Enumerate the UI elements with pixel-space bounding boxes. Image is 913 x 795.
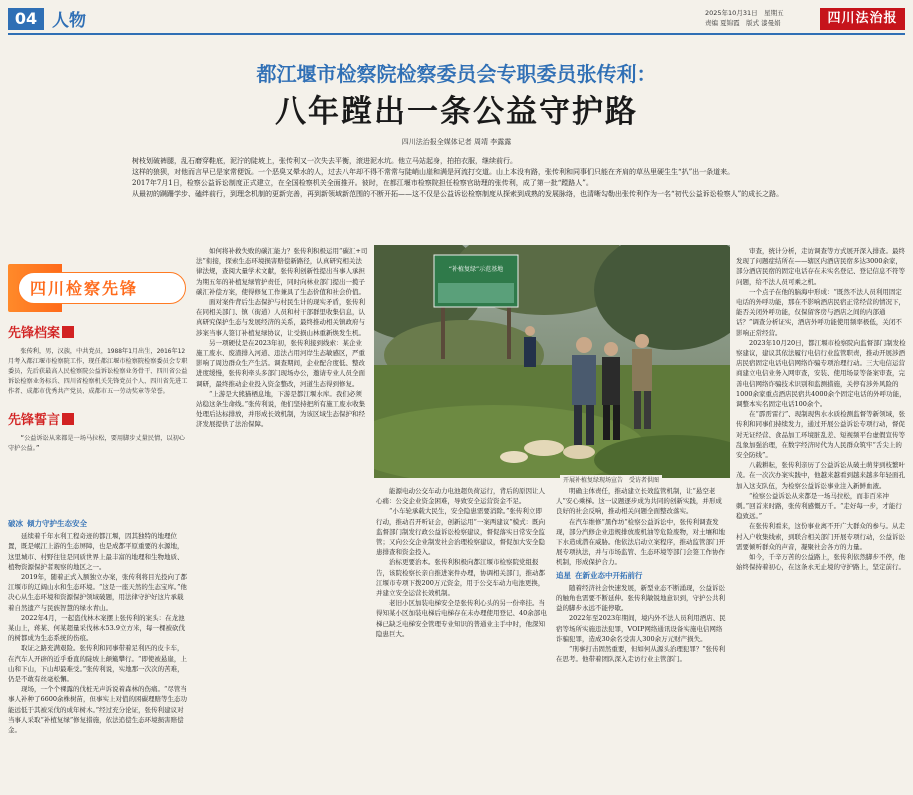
body-paragraph: 随着经济社会快速发展，新型业态不断涌现，公益诉讼的触角也需要不断延伸。张传利敏锐地意识到，守护公共利益的脚步永远不能停歇。 — [556, 583, 725, 613]
body-paragraph: 如今，千辛万苦的公益路上，张传利依然脚步不停，他始终保持着初心，在这条永无止境的守护路上，坚定前行。 — [736, 553, 905, 572]
profile-heading — [8, 322, 188, 341]
issue-meta — [705, 8, 784, 28]
newspaper-logo: 四川法治报 — [820, 8, 905, 30]
body-paragraph: 取证之路充满艰险。张传利和同事带着足利匹的皮卡车，在汽车人开辟的近乎垂直的陡坡上颠簸攀行。“即使被悬崖，上山和下山，下山却最难受。”张传利说，实地那一次次的苦难，仍是不敢有丝毫松懈。 — [8, 644, 187, 684]
subhead-text: 在新业态中开拓前行 — [575, 570, 643, 580]
profile-heading-text: 先锋档案 — [8, 326, 61, 341]
body-paragraph: 在汽车维修“黑作坊”检察公益诉讼中，张传利调查发现，部分汽修企业违规排放废机油等危险废物，对土壤和地下水造成潜在威胁。他依法启动立案程序，推动监管部门开展专项执法，并与市场监管、生态环境等部门会签工作协作机制，形成保护合力。 — [556, 517, 725, 567]
section-subhead — [556, 571, 728, 581]
lead-paragraph: 这样的狼狈，对他而言早已是家常便饭。一个恶臭又晕水的人，过去八年却不得不常常与陡峭山崖和满是河流打交道。山上本没有路，张传利和同事们只能在齐肩的草丛里硬生生“扒”出一条道来。 — [132, 168, 735, 176]
article-column-5 — [736, 246, 908, 795]
body-paragraph: 八载耕耘，张传利亲历了公益诉讼从破土萌芽到枝繁叶茂。在一次次办案实践中，他越来越看到越来越多年轻面孔加入这支队伍，为检察公益诉讼事业注入新鲜血液。 — [736, 461, 905, 490]
section-name: 人物 — [52, 11, 86, 31]
body-paragraph: 治标更要治本。张传利积极向都江堰市检察院党组报告，该院检察长亲自推进案件办理，协调相关部门，推动都江堰市专项下拨200万元资金，用于公交车动力电池更换，并建立安全运营长效机制。 — [376, 558, 545, 598]
photo-caption: 开展补植复绿现场宣告 受访者供图 — [560, 475, 662, 484]
body-paragraph: 2019年，随着正式入额独立办案，张传利将目光投向了都江堰市的辽阔山水和生态环境。“这是一座天然的生态宝库。”他决心从生态环境和资源保护领域破题，用法律守护好这片承载着自然遗产与民族智慧的绿水青山。 — [8, 573, 188, 612]
article-column-4 — [556, 486, 728, 795]
motto-text: “公益诉讼从来都是一场马拉松，要用脚步丈量民情，以初心守护公益。” — [8, 435, 185, 452]
photo-illustration — [374, 245, 730, 478]
body-paragraph: 现场，一个个裸露的伐桩无声诉说着森林的伤痛。“尽管当事人补种了6600余株树苗，但事实上对值的困碳理赔等生态功能远低于其被采伐的成年树木。”经过充分论证，张传利建议对当事人采取“补植复绿”修复措施，依法追偿生态环境损害赔偿金。 — [8, 685, 188, 735]
body-paragraph: “刑事打击固然重要，但如何从源头治理犯罪？”张传利在思考。他带着团队深入走访行业主管部门。 — [556, 645, 726, 664]
body-paragraph: 另一项硬仗是在2023年初，张传利接到线索：某企业施工废水、废渣排入河道、违法占用河岸生态敏感区，严重影响了周边群众生产生活。调查期间，企业配合度低、整改进度缓慢，张传利牵头多部门现场办公，邀请专业人员全面调研，最终推动企业投入资金整改，河道生态得到修复。 — [196, 338, 365, 388]
article-column-1 — [8, 516, 188, 795]
body-paragraph: 面对案件背后生态保护与村民生计的现实矛盾，张传利在同相关部门、镇（街道）人员和村干部群里收集信息，认真研究保护生态与发展经济的关系，最终推动相关镇政府与涉案当事人签订补植复绿协议，让受损山林重新焕发生机。 — [196, 298, 365, 337]
subhead-tag: 追星 — [556, 570, 571, 580]
body-paragraph: 能源电动公交车动力电池超负荷运行，背后的原因让人心痛：公交企业资金困难，导致安全运营资金不足。 — [376, 487, 545, 506]
square-icon — [62, 413, 74, 425]
body-paragraph: 老旧小区加装电梯安全是张传利心头的另一份牵挂。当得知某小区加装电梯后电梯存在未办理使用登记、40余部电梯已缺乏电梯安全管理专业知识的普通业主手中时，他深知隐患巨大。 — [376, 599, 547, 638]
lead-paragraph: 从最初的蹒跚学步、磕绊前行，到理念机制的更新完善，再到新领域新范围的不断开拓——这不仅是公益诉讼检察制度从探索到成熟的发展脉络，也清晰勾勒出张传利作为一名“初代公益诉讼检察人”的成长之路。 — [132, 190, 784, 198]
pioneer-banner — [8, 264, 188, 312]
body-paragraph: “检察公益诉讼从来都是一场马拉松，而非百米冲刺。”回首来时路，张传利感慨万千。“走好每一步，才能行稳致远。” — [736, 491, 902, 521]
sign-text: “补植复绿”示范基地 — [448, 266, 504, 273]
article-column-2 — [196, 246, 368, 795]
body-paragraph: “小车轮承载大民生，安全隐患需要消除。”张传利立即行动，推动召开听证会，创新运用“一案两建议”模式：既向监督部门制发行政公益诉讼检察建议，督促落实日常安全监管；又向公交企业制发社会治理检察建议，督促加大安全隐患排查和资金投入。 — [376, 507, 546, 557]
article-byline: 四川法治报全媒体记者 周靖 李露露 — [401, 138, 512, 146]
banner-title: 四川检察先锋 — [30, 279, 139, 298]
article-lead — [118, 156, 908, 200]
page-number-badge: 04 — [8, 8, 44, 30]
article-kicker: 都江堰市检察院检察委员会专职委员张传利： — [256, 62, 657, 86]
body-paragraph: 明确主体责任，推动建立长效监管机制，让“悬空老人”安心乘梯。这一议题逐步成为共同的创新实践，并形成良好的社会反响，推动相关问题全面整改落实。 — [556, 487, 722, 516]
page-masthead — [0, 0, 913, 34]
news-photo — [374, 245, 730, 478]
body-paragraph: 在张传利看来，这份事业离不开广大群众的参与。从走村入户收集线索，到联合相关部门开展专项行动，公益诉讼需要倾听群众的声音，凝聚社会各方的力量。 — [736, 522, 905, 551]
lead-paragraph: 树枝划破裤腿，乱石磨穿鞋底，泥泞的陡坡上，张传利又一次失去平衡，滚进泥水坑。他立马站起身，拍拍衣服，继续前行。 — [132, 157, 517, 165]
subhead-text: 倾力守护生态安全 — [27, 519, 87, 528]
motto-heading — [8, 409, 188, 428]
body-paragraph: “上游是大熊猫栖息地，下游是都江堰水库。我们必须站稳这条生命线。”张传利说，他们坚持把所有施工废水收集处理后达标排放，并形成长效机制，为该区域生态保护和经济发展提供了法治保障。 — [196, 389, 366, 429]
body-paragraph: 一个点子在他的脑海中形成：“既然不法人员利用固定电话的外呼功能，那在不影响酒店民宿正常经营的情况下，能否关闭外呼功能，仅保留客房与酒店之间的内部通话？”调查分析证实，酒店外呼功能使用频率极低，关闭不影响正常经营。 — [736, 287, 905, 337]
issue-date: 2025年10月31日 星期五 — [705, 9, 784, 17]
pioneer-sidebar — [8, 264, 188, 454]
profile-text: 张传利，男，汉族，中共党员，1988年1月出生，2016年12月考入都江堰市检察院工作，现任都江堰市检察院检察委员会专职委员，先后获最高人民检察院公益诉讼检察业务骨干、四川省公益诉讼检察业务标兵、四川省检察机关先锋党员个人、四川省先进工作者、成都市优秀共产党员、成都市五一劳动奖章等荣誉。 — [8, 348, 188, 395]
subhead-tag: 破冰 — [8, 519, 23, 528]
body-paragraph: 审查，统计分析，走访调查等方式展开深入排查。最终发现了问题症结所在——辖区内酒店民宿多达3000余家，部分酒店民宿的固定电话存在未实名登记、登记信息不符等问题，给不法人员可乘之机。 — [736, 247, 905, 286]
body-paragraph: 2022年至2023年期间，境内外不法人员利用酒店、民宿等场所实施违法犯罪，VOIP网络通讯设备实施电信网络诈骗犯罪，造成30余名受害人300余万元财产损失。 — [556, 614, 726, 643]
square-icon — [62, 326, 74, 338]
motto-heading-text: 先锋誓言 — [8, 413, 61, 428]
body-paragraph: 延续着千年水利工程奇迹的都江堰，因其独特的地理位置，既是岷江上游的生态屏障，也是成都平原重要的水源地，这里城市、村野往往是同质世界上最丰富的地理和生物地质、植物资源保护者观察的地区之一。 — [8, 532, 184, 571]
issue-editors: 责编 夏锦霞 版式 漆曼娟 — [705, 19, 781, 27]
lead-paragraph: 2017年7月1日，检察公益诉讼制度正式建立，在全国检察机关全面推开。彼时，在都江堰市检察院担任检察官助理的张传利，成了第一批“蹚路人”。 — [132, 179, 593, 187]
body-paragraph: 在“霹雳雷行”、现制现售水水质检测监督等新领域，张传利和同事们持续发力，通过开展公益诉讼专项行动，督促对无证经营、食品加工环境脏乱差、短视频平台虚假宣传等乱象加强治理，在数字经济时代为人民群众筑牢“舌尖上的安全防线”。 — [736, 410, 906, 460]
body-paragraph: 2023年10月20日，都江堰市检察院向监督部门制发检察建议，建议其依法履行电信行业监管职责，推动开展涉酒店民宿固定电话电信网络诈骗专项治理行动。三大电信运营商建立电信业务入网审查，安装、使用场景等备案审查，完善电信网络诈骗技术识别和监测措施，关停有涉外风险的1000余家重点酒店民宿共4000余个固定电话的外呼功能，调整本实名固定电话100余个。 — [736, 338, 906, 409]
header-rule — [8, 33, 905, 35]
article-column-3 — [376, 486, 548, 795]
body-paragraph: 如何将补救失败的碳汇能力？张传利积极运用“碳汇+司法”衔接，探索生态环境损害赔偿新路径，认真研究相关法律法规，查阅大量学术文献，张传利创新性提出当事人承担为期五年的补植复绿管护责任，同时向林业部门提出一揽子碳汇补偿方案，使得修复工作兼具了生态价值和社会价值。 — [196, 247, 368, 296]
section-subhead — [8, 519, 188, 529]
article-headline: 八年蹚出一条公益守护路 — [275, 94, 638, 130]
body-paragraph: 2022年4月，一起盗伐林木案摆上张传利的案头：在龙池某山上，蒋某、何某超量采伐林木53.9立方米，每一棵被砍伐的树都成为生态系统的伤痕。 — [8, 613, 185, 643]
